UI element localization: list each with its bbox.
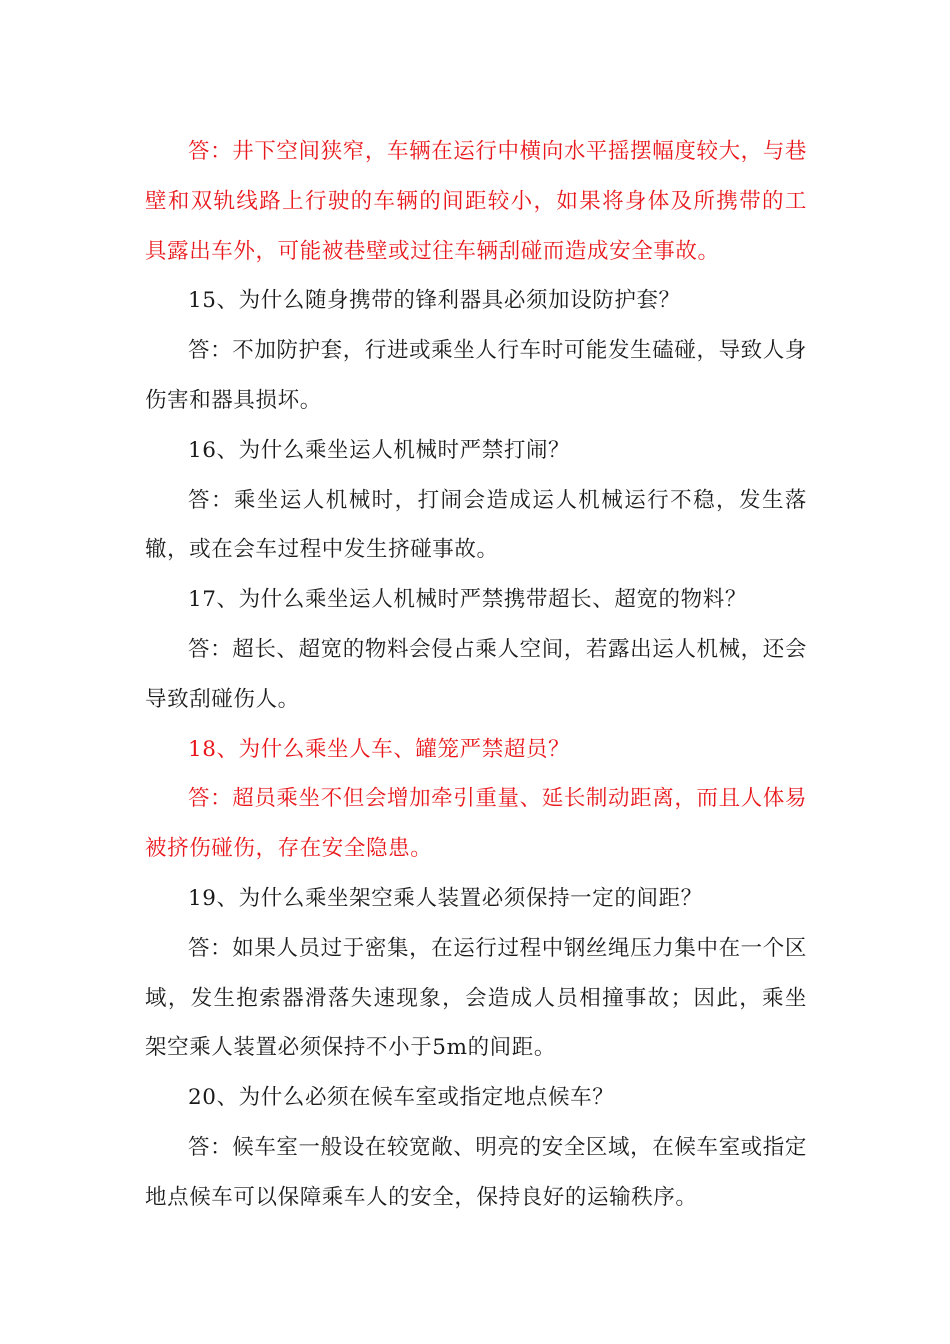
answer-19-paragraph: 答：如果人员过于密集，在运行过程中钢丝绳压力集中在一个区域，发生抱索器滑落失速现象，会造成人员相撞事故；因此，乘坐架空乘人装置必须保持不小于5m的间距。 — [145, 935, 807, 1061]
question-17-paragraph: 17、为什么乘坐运人机械时严禁携带超长、超宽的物料？ — [188, 587, 747, 613]
answer-18-paragraph: 答：超员乘坐不但会增加牵引重量、延长制动距离，而且人体易被挤伤碰伤，存在安全隐患。 — [145, 786, 807, 862]
answer-17-paragraph: 答：超长、超宽的物料会侵占乘人空间，若露出运人机械，还会导致刮碰伤人。 — [145, 636, 807, 712]
question-20-paragraph: 20、为什么必须在候车室或指定地点候车？ — [188, 1085, 615, 1111]
question-18-paragraph: 18、为什么乘坐人车、罐笼严禁超员？ — [188, 736, 571, 762]
answer-14-paragraph: 答：井下空间狭窄，车辆在运行中横向水平摇摆幅度较大，与巷壁和双轨线路上行驶的车辆的间距较小，如果将身体及所携带的工具露出车外，可能被巷壁或过往车辆刮碰而造成安全事故。 — [145, 139, 807, 264]
question-16-paragraph: 16、为什么乘坐运人机械时严禁打闹？ — [188, 437, 571, 463]
answer-20-paragraph: 答：候车室一般设在较宽敞、明亮的安全区域，在候车室或指定地点候车可以保障乘车人的安全，保持良好的运输秩序。 — [145, 1134, 807, 1210]
answer-15-paragraph: 答：不加防护套，行进或乘坐人行车时可能发生磕碰，导致人身伤害和器具损坏。 — [145, 338, 807, 413]
answer-16-paragraph: 答：乘坐运人机械时，打闹会造成运人机械运行不稳，发生落辙，或在会车过程中发生挤碰事故。 — [145, 487, 807, 563]
document-body — [145, 127, 807, 1223]
question-15-paragraph: 15、为什么随身携带的锋利器具必须加设防护套？ — [188, 288, 681, 314]
question-19-paragraph: 19、为什么乘坐架空乘人装置必须保持一定的间距？ — [188, 885, 703, 911]
